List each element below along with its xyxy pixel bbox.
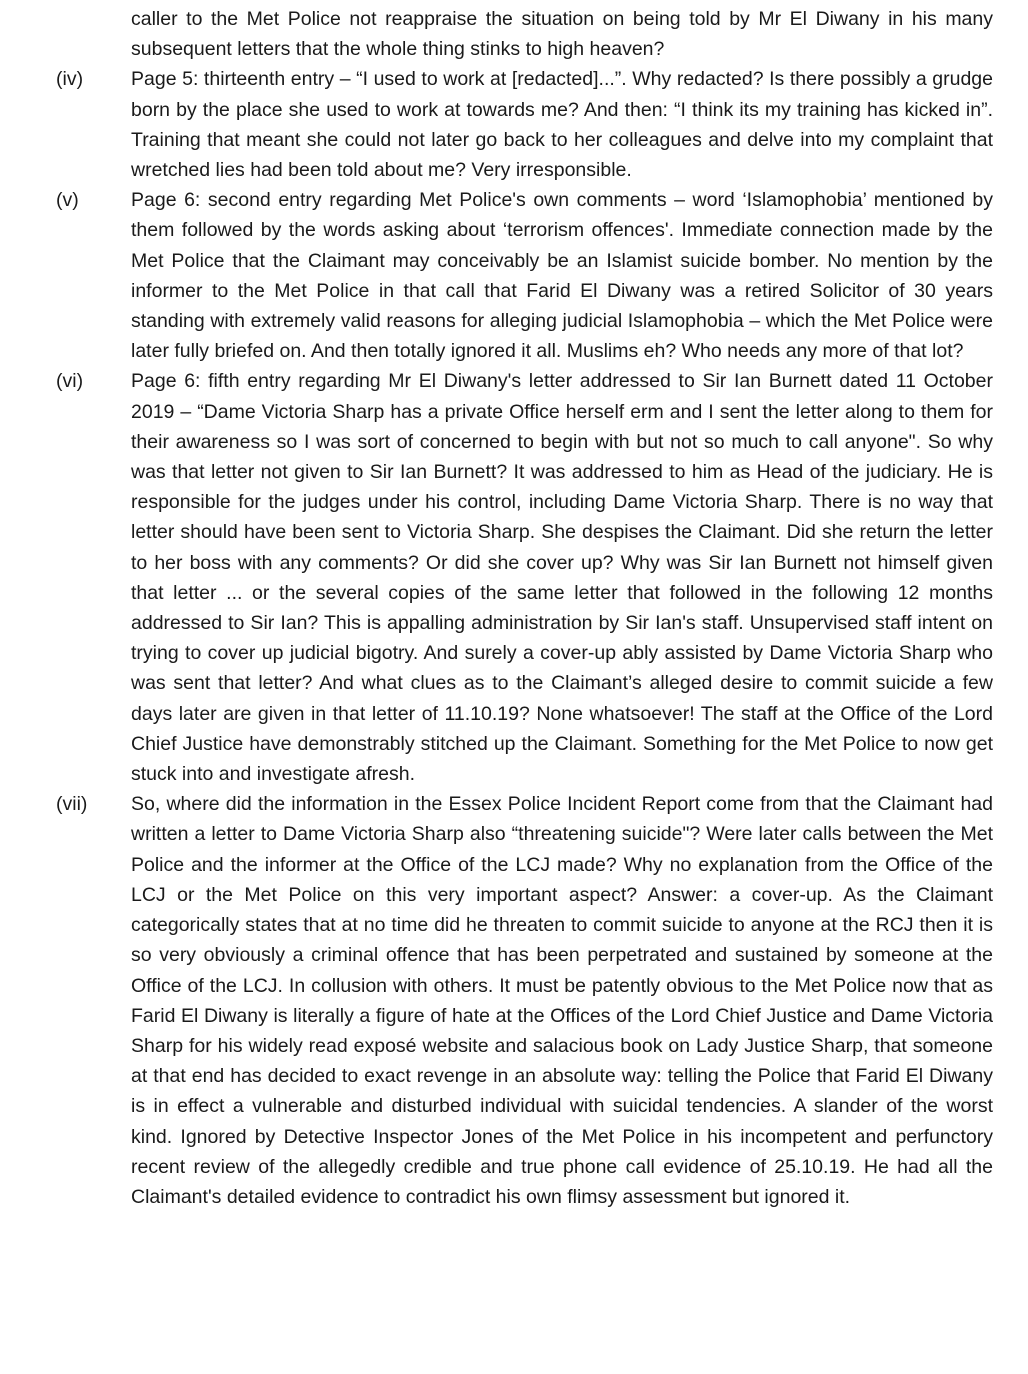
paragraph-continuation [0, 4, 1028, 64]
paragraph-text: Page 6: second entry regarding Met Police's own comments – word ‘Islamophobia’ mentioned by them followed by the words asking about ‘terrorism offences'. Immediate connection made by the Met Police that the Claimant may conceivably be an Islamist suicide bomber. No mention by the informer to the Met Police in that call that Farid El Diwany was a retired Solicitor of 30 years standing with extremely valid reasons for alleging judicial Islamophobia – which the Met Police were later fully briefed on. And then totally ignored it all. Muslims eh? Who needs any more of that lot? [131, 189, 993, 363]
paragraph-vi [0, 366, 1028, 789]
paragraph-text: Page 6: fifth entry regarding Mr El Diwany's letter addressed to Sir Ian Burnett dated 11 October 2019 – “Dame Victoria Sharp has a private Office herself erm and I sent the letter along to them for their awareness so I was sort of concerned to begin with but not so much to call anyone". So why was that letter not given to Sir Ian Burnett? It was addressed to him as Head of the judiciary. He is responsible for the judges under his control, including Dame Victoria Sharp. There is no way that letter should have been sent to Victoria Sharp. She despises the Claimant. Did she return the letter to her boss with any comments? Or did she cover up? Why was Sir Ian Burnett not himself given that letter ... or the several copies of the same letter that followed in the following 12 months addressed to Sir Ian? This is appalling administration by Sir Ian's staff. Unsupervised staff intent on trying to cover up judicial bigotry. And surely a cover-up ably assisted by Dame Victoria Sharp who was sent that letter? And what clues as to the Claimant’s alleged desire to commit suicide a few days later are given in that letter of 11.10.19? None whatsoever! The staff at the Office of the Lord Chief Justice have demonstrably stitched up the Claimant. Something for the Met Police to now get stuck into and investigate afresh. [131, 370, 993, 786]
paragraph-v [0, 185, 1028, 366]
paragraph-marker: (iv) [56, 68, 84, 91]
paragraph-text: Page 5: thirteenth entry – “I used to work at [redacted]...”. Why redacted? Is there possibly a grudge born by the place she used to work at towards me? And then: “I think its my training has kicked in”. Training that meant she could not later go back to her colleagues and delve into my complaint that wretched lies had been told about me? Very irresponsible. [131, 68, 993, 182]
paragraph-vii [0, 789, 1028, 1212]
document-page [0, 4, 1028, 1212]
paragraph-text: caller to the Met Police not reappraise the situation on being told by Mr El Diwany in his many subsequent letters that the whole thing stinks to high heaven? [131, 8, 993, 61]
paragraph-text: So, where did the information in the Essex Police Incident Report come from that the Claimant had written a letter to Dame Victoria Sharp also “threatening suicide"? Were later calls between the Met Police and the informer at the Office of the LCJ made? Why no explanation from the Office of the LCJ or the Met Police on this very important aspect? Answer: a cover-up. As the Claimant categorically states that at no time did he threaten to commit suicide to anyone at the RCJ then it is so very obviously a criminal offence that has been perpetrated and sustained by someone at the Office of the LCJ. In collusion with others. It must be patently obvious to the Met Police now that as Farid El Diwany is literally a figure of hate at the Offices of the Lord Chief Justice and Dame Victoria Sharp for his widely read exposé website and salacious book on Lady Justice Sharp, that someone at that end has decided to exact revenge in an absolute way: telling the Police that Farid El Diwany is in effect a vulnerable and disturbed individual with suicidal tendencies. A slander of the worst kind. Ignored by Detective Inspector Jones of the Met Police in his incompetent and perfunctory recent review of the allegedly credible and true phone call evidence of 25.10.19. He had all the Claimant's detailed evidence to contradict his own flimsy assessment but ignored it. [131, 793, 993, 1208]
paragraph-marker: (vi) [56, 370, 84, 393]
paragraph-marker: (vii) [56, 793, 88, 816]
paragraph-iv [0, 64, 1028, 185]
paragraph-marker: (v) [56, 189, 79, 212]
